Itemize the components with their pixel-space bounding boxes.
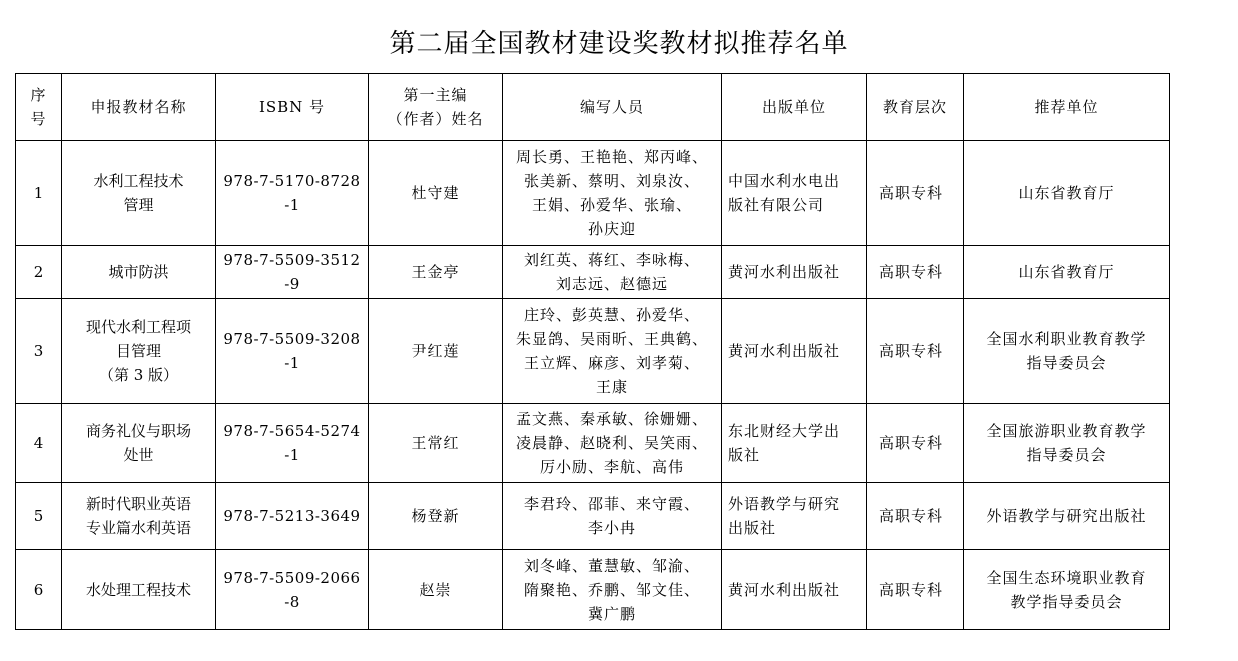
cell-name: 城市防洪 (62, 246, 216, 299)
cell-editor: 王金亭 (369, 246, 503, 299)
cell-publisher: 外语教学与研究 出版社 (722, 483, 867, 550)
cell-level: 高职专科 (867, 550, 964, 630)
table-row (16, 550, 1170, 630)
cell-publisher: 黄河水利出版社 (722, 299, 867, 404)
cell-name: 商务礼仪与职场 处世 (62, 404, 216, 483)
cell-no: 4 (16, 404, 62, 483)
cell-publisher: 东北财经大学出 版社 (722, 404, 867, 483)
cell-no: 6 (16, 550, 62, 630)
cell-isbn: 978-7-5213-3649 (216, 483, 369, 550)
cell-authors: 孟文燕、秦承敏、徐姗姗、 凌晨静、赵晓利、吴笑雨、 厉小励、李航、高伟 (503, 404, 722, 483)
cell-authors: 周长勇、王艳艳、郑丙峰、 张美新、蔡明、刘泉汝、 王娟、孙爱华、张瑜、 孙庆迎 (503, 141, 722, 246)
header-level: 教育层次 (867, 74, 964, 141)
cell-level: 高职专科 (867, 141, 964, 246)
cell-no: 3 (16, 299, 62, 404)
cell-authors: 刘冬峰、董慧敏、邹渝、 隋聚艳、乔鹏、邹文佳、 冀广鹏 (503, 550, 722, 630)
cell-publisher: 黄河水利出版社 (722, 246, 867, 299)
cell-authors: 庄玲、彭英慧、孙爱华、 朱显鸽、吴雨昕、王典鹤、 王立辉、麻彦、刘孝菊、 王康 (503, 299, 722, 404)
table-row (16, 404, 1170, 483)
cell-authors: 刘红英、蒋红、李咏梅、 刘志远、赵德远 (503, 246, 722, 299)
cell-no: 5 (16, 483, 62, 550)
cell-recommender: 全国旅游职业教育教学 指导委员会 (964, 404, 1170, 483)
header-name: 申报教材名称 (62, 74, 216, 141)
cell-publisher: 黄河水利出版社 (722, 550, 867, 630)
cell-recommender: 山东省教育厅 (964, 246, 1170, 299)
cell-name: 现代水利工程项 目管理 （第 3 版） (62, 299, 216, 404)
cell-recommender: 山东省教育厅 (964, 141, 1170, 246)
cell-isbn: 978-7-5509-3512 -9 (216, 246, 369, 299)
cell-isbn: 978-7-5509-2066 -8 (216, 550, 369, 630)
table-row (16, 299, 1170, 404)
header-editor: 第一主编 （作者）姓名 (369, 74, 503, 141)
cell-editor: 杜守建 (369, 141, 503, 246)
cell-name: 水利工程技术 管理 (62, 141, 216, 246)
cell-isbn: 978-7-5509-3208 -1 (216, 299, 369, 404)
cell-level: 高职专科 (867, 246, 964, 299)
document-title: 第二届全国教材建设奖教材拟推荐名单 (389, 29, 849, 59)
table-row (16, 141, 1170, 246)
recommendation-table (15, 73, 1170, 630)
cell-recommender: 全国生态环境职业教育 教学指导委员会 (964, 550, 1170, 630)
cell-recommender: 全国水利职业教育教学 指导委员会 (964, 299, 1170, 404)
cell-no: 2 (16, 246, 62, 299)
cell-editor: 尹红莲 (369, 299, 503, 404)
cell-editor: 杨登新 (369, 483, 503, 550)
cell-no: 1 (16, 141, 62, 246)
cell-level: 高职专科 (867, 299, 964, 404)
cell-name: 新时代职业英语 专业篇水利英语 (62, 483, 216, 550)
header-no: 序 号 (16, 74, 62, 141)
header-isbn: ISBN 号 (216, 74, 369, 141)
header-row (16, 74, 1170, 141)
cell-name: 水处理工程技术 (62, 550, 216, 630)
cell-isbn: 978-7-5654-5274 -1 (216, 404, 369, 483)
header-recommender: 推荐单位 (964, 74, 1170, 141)
table-row (16, 483, 1170, 550)
cell-editor: 赵崇 (369, 550, 503, 630)
header-publisher: 出版单位 (722, 74, 867, 141)
cell-level: 高职专科 (867, 404, 964, 483)
cell-isbn: 978-7-5170-8728 -1 (216, 141, 369, 246)
header-authors: 编写人员 (503, 74, 722, 141)
cell-recommender: 外语教学与研究出版社 (964, 483, 1170, 550)
cell-authors: 李君玲、邵菲、来守霞、 李小冉 (503, 483, 722, 550)
cell-level: 高职专科 (867, 483, 964, 550)
cell-publisher: 中国水利水电出 版社有限公司 (722, 141, 867, 246)
cell-editor: 王常红 (369, 404, 503, 483)
table-row (16, 246, 1170, 299)
